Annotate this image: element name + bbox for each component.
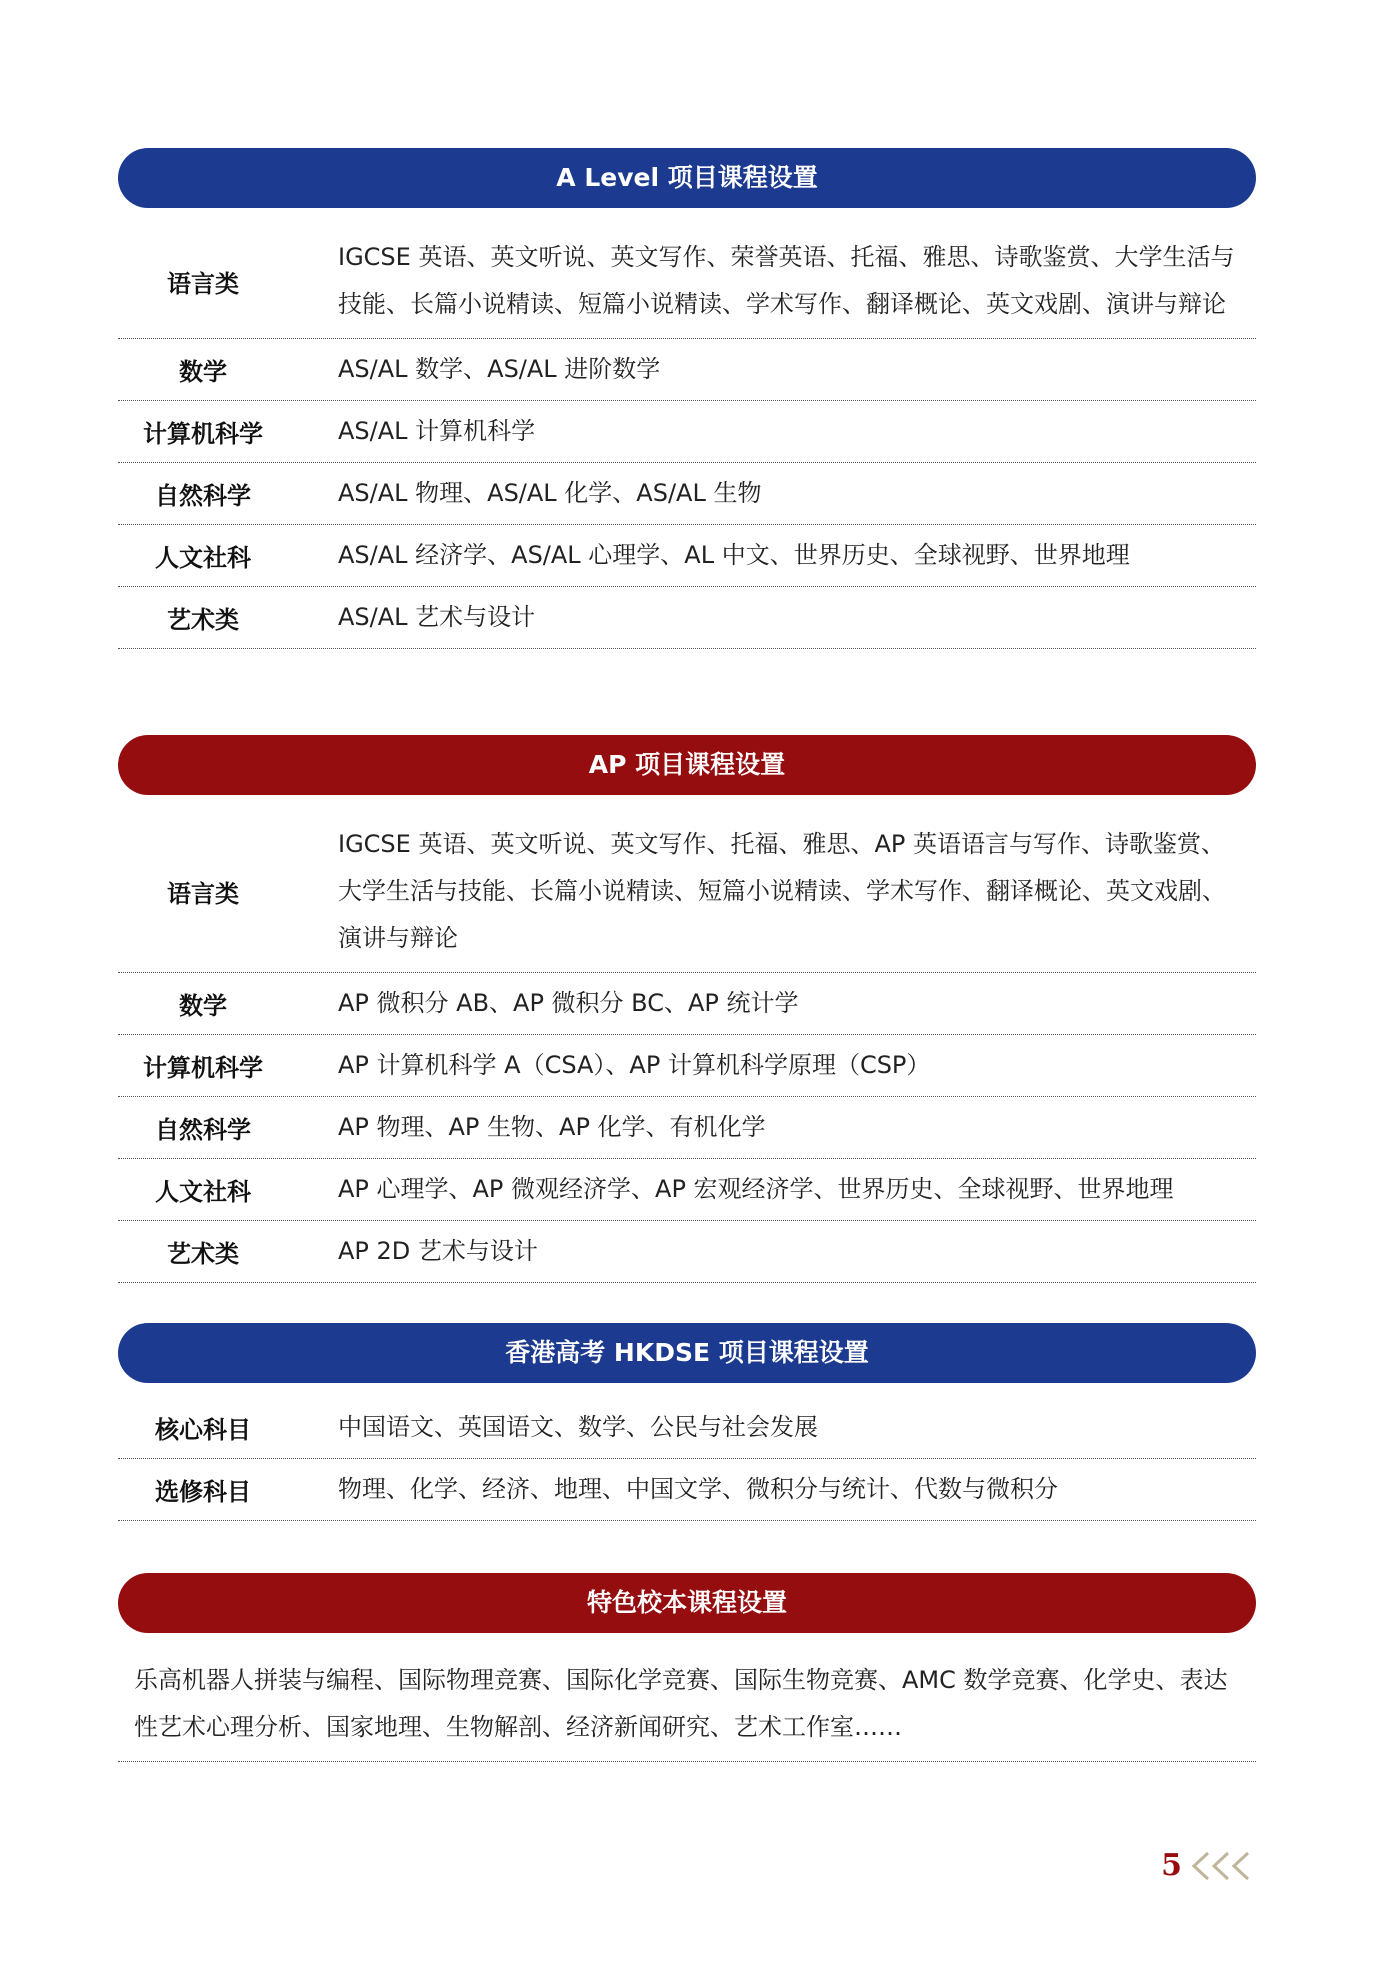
row-label: 自然科学 — [155, 482, 251, 510]
table-row — [118, 1459, 1256, 1521]
section-title: A Level 项目课程设置 — [118, 148, 1256, 208]
table-row — [118, 1221, 1256, 1283]
table-row — [118, 587, 1256, 649]
table-row — [118, 339, 1256, 401]
row-content: AP 计算机科学 A（CSA）、AP 计算机科学原理（CSP） — [338, 1051, 931, 1079]
table-row — [118, 815, 1256, 973]
course-table — [118, 815, 1256, 1283]
table-row — [118, 1159, 1256, 1221]
table-row — [118, 525, 1256, 587]
row-content: AS/AL 经济学、AS/AL 心理学、AL 中文、世界历史、全球视野、世界地理 — [338, 541, 1130, 569]
row-label: 语言类 — [167, 269, 239, 298]
table-row — [118, 973, 1256, 1035]
row-label: 数学 — [179, 358, 227, 386]
special-courses-content: 乐高机器人拼装与编程、国际物理竞赛、国际化学竞赛、国际生物竞赛、AMC 数学竞赛、化学史、表达性艺术心理分析、国家地理、生物解剖、经济新闻研究、艺术工作室…… — [118, 1647, 1256, 1762]
row-label: 选修科目 — [155, 1478, 251, 1506]
row-label: 艺术类 — [167, 606, 239, 634]
row-label: 自然科学 — [155, 1116, 251, 1144]
table-row — [118, 228, 1256, 339]
section-special-courses — [118, 1573, 1256, 1762]
row-content: AS/AL 物理、AS/AL 化学、AS/AL 生物 — [338, 479, 762, 507]
row-content: IGCSE 英语、英文听说、英文写作、托福、雅思、AP 英语语言与写作、诗歌鉴赏、大学生活与技能、长篇小说精读、短篇小说精读、学术写作、翻译概论、英文戏剧、演讲与辩论 — [338, 830, 1226, 952]
course-table — [118, 1397, 1256, 1521]
row-label: 语言类 — [167, 880, 239, 908]
row-label: 人文社科 — [155, 544, 251, 572]
table-row — [118, 1097, 1256, 1159]
table-row — [118, 1397, 1256, 1459]
row-content: 物理、化学、经济、地理、中国文学、微积分与统计、代数与微积分 — [338, 1475, 1058, 1503]
section-title: AP 项目课程设置 — [118, 735, 1256, 795]
row-label: 计算机科学 — [143, 1054, 263, 1082]
row-label: 人文社科 — [155, 1178, 251, 1206]
row-content: 中国语文、英国语文、数学、公民与社会发展 — [338, 1413, 818, 1441]
row-label: 计算机科学 — [143, 420, 263, 448]
table-row — [118, 1035, 1256, 1097]
row-content: AS/AL 艺术与设计 — [338, 603, 536, 631]
table-row — [118, 401, 1256, 463]
row-content: AP 2D 艺术与设计 — [338, 1237, 538, 1265]
course-table — [118, 228, 1256, 649]
triple-chevron-left-icon — [1188, 1849, 1258, 1883]
row-content: AS/AL 计算机科学 — [338, 417, 536, 445]
row-content: AP 物理、AP 生物、AP 化学、有机化学 — [338, 1113, 766, 1141]
row-content: AP 微积分 AB、AP 微积分 BC、AP 统计学 — [338, 989, 799, 1017]
section-title: 特色校本课程设置 — [118, 1573, 1256, 1633]
page-number-area — [1161, 1848, 1258, 1883]
row-label: 数学 — [179, 992, 227, 1020]
row-content: AS/AL 数学、AS/AL 进阶数学 — [338, 355, 661, 383]
row-label: 艺术类 — [167, 1240, 239, 1268]
section-title: 香港高考 HKDSE 项目课程设置 — [118, 1323, 1256, 1383]
row-content: IGCSE 英语、英文听说、英文写作、荣誉英语、托福、雅思、诗歌鉴赏、大学生活与技能、长篇小说精读、短篇小说精读、学术写作、翻译概论、英文戏剧、演讲与辩论 — [338, 243, 1235, 318]
table-row — [118, 463, 1256, 525]
section-a-level — [118, 148, 1256, 649]
row-content: AP 心理学、AP 微观经济学、AP 宏观经济学、世界历史、全球视野、世界地理 — [338, 1175, 1174, 1203]
section-hkdse — [118, 1323, 1256, 1521]
page-number: 5 — [1161, 1848, 1182, 1883]
section-ap — [118, 735, 1256, 1283]
row-label: 核心科目 — [155, 1416, 251, 1444]
